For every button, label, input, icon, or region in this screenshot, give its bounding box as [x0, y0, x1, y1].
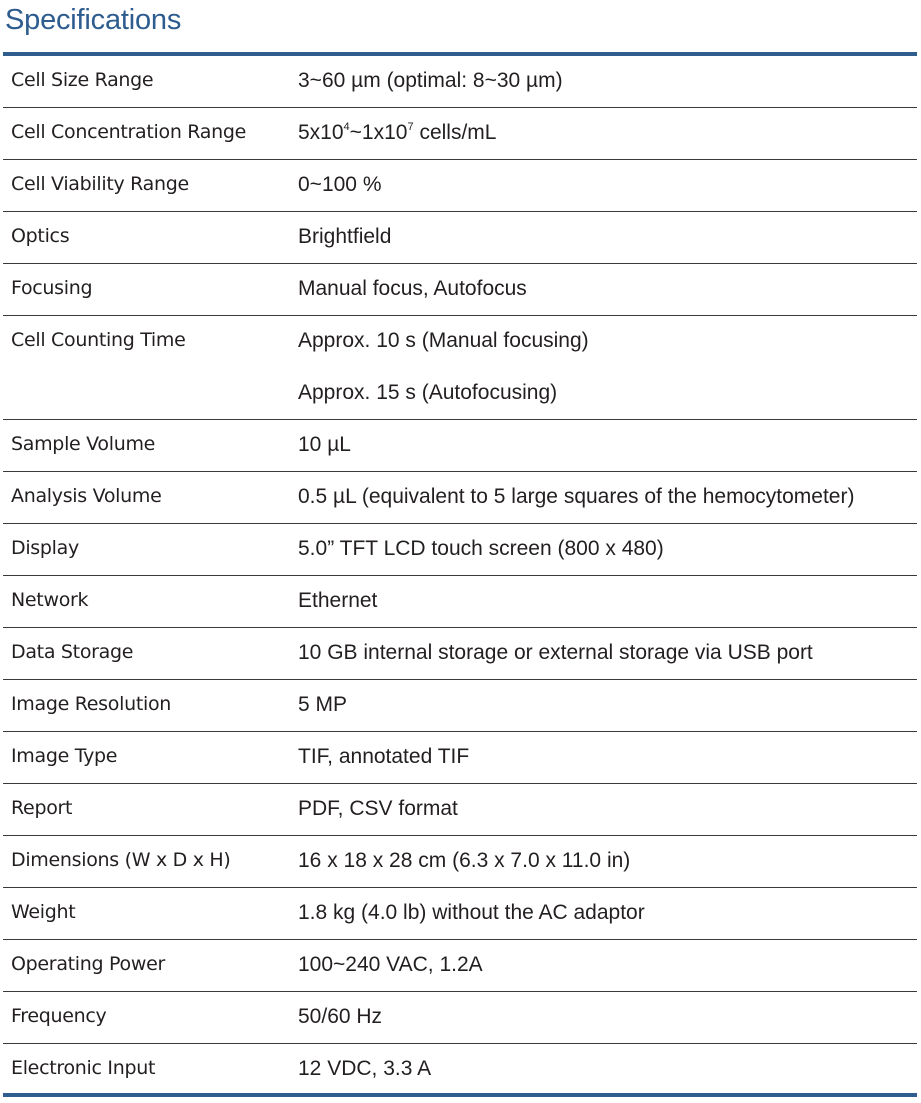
spec-value: 5.0” TFT LCD touch screen (800 x 480)	[298, 537, 664, 560]
bottom-rule	[3, 1093, 917, 1097]
spec-row-cell-size-range	[3, 56, 917, 108]
spec-label: Data Storage	[11, 641, 134, 663]
spec-value: 50/60 Hz	[298, 1005, 383, 1028]
spec-label: Weight	[11, 901, 76, 923]
spec-value: 0~100 %	[298, 173, 382, 196]
spec-value: Approx. 10 s (Manual focusing)	[298, 329, 589, 352]
spec-label: Sample Volume	[11, 433, 156, 455]
spec-value: PDF, CSV format	[298, 797, 458, 820]
spec-value: 100~240 VAC, 1.2A	[298, 953, 483, 976]
spec-value: 10 µL	[298, 433, 351, 456]
spec-row-report	[3, 784, 917, 836]
spec-row-display	[3, 524, 917, 576]
spec-row-cell-viability-range	[3, 160, 917, 212]
spec-value: Ethernet	[298, 589, 378, 612]
spec-label: Analysis Volume	[11, 485, 162, 507]
spec-value-part: cells/mL	[413, 121, 497, 144]
spec-row-analysis-volume	[3, 472, 917, 524]
spec-label: Cell Concentration Range	[11, 121, 247, 143]
spec-label: Focusing	[11, 277, 93, 299]
spec-value: TIF, annotated TIF	[298, 745, 470, 768]
spec-row-focusing	[3, 264, 917, 316]
spec-label: Frequency	[11, 1005, 107, 1027]
spec-row-image-type	[3, 732, 917, 784]
spec-value: Manual focus, Autofocus	[298, 277, 527, 300]
spec-label: Network	[11, 589, 89, 611]
spec-value: Brightfield	[298, 225, 392, 248]
spec-row-sample-volume	[3, 420, 917, 472]
spec-value: 16 x 18 x 28 cm (6.3 x 7.0 x 11.0 in)	[298, 849, 631, 872]
spec-label: Cell Size Range	[11, 69, 154, 91]
spec-row-network	[3, 576, 917, 628]
spec-label: Electronic Input	[11, 1057, 156, 1079]
spec-value	[298, 121, 496, 145]
spec-value: 5 MP	[298, 693, 348, 716]
spec-label: Cell Viability Range	[11, 173, 189, 195]
spec-label: Image Resolution	[11, 693, 172, 715]
spec-row-optics	[3, 212, 917, 264]
spec-value-part: 5x10	[298, 121, 344, 144]
spec-value: 10 GB internal storage or external storage via USB port	[298, 641, 813, 664]
spec-row-image-resolution	[3, 680, 917, 732]
spec-row-data-storage	[3, 628, 917, 680]
spec-label: Operating Power	[11, 953, 165, 975]
spec-row-operating-power	[3, 940, 917, 992]
spec-label: Image Type	[11, 745, 118, 767]
spec-value-exponent: 4	[343, 121, 350, 133]
spec-row-dimensions	[3, 836, 917, 888]
page-title: Specifications	[5, 4, 182, 36]
specifications-table	[3, 56, 917, 1094]
spec-label: Optics	[11, 225, 70, 247]
spec-row-electronic-input	[3, 1044, 917, 1094]
spec-label: Dimensions (W x D x H)	[11, 849, 231, 871]
spec-row-frequency	[3, 992, 917, 1044]
spec-row-weight	[3, 888, 917, 940]
spec-row-cell-concentration-range	[3, 108, 917, 160]
spec-value: 1.8 kg (4.0 lb) without the AC adaptor	[298, 901, 645, 924]
spec-label: Display	[11, 537, 79, 559]
spec-value: 3~60 µm (optimal: 8~30 µm)	[298, 69, 563, 92]
spec-row-cell-counting-time	[3, 316, 917, 420]
spec-value: 12 VDC, 3.3 A	[298, 1057, 432, 1080]
spec-value-part: ~1x10	[349, 121, 408, 144]
spec-label: Report	[11, 797, 73, 819]
spec-value-exponent: 7	[407, 121, 414, 133]
spec-value: 0.5 µL (equivalent to 5 large squares of the hemocytometer)	[298, 485, 855, 508]
spec-label: Cell Counting Time	[11, 329, 186, 351]
spec-value-second: Approx. 15 s (Autofocusing)	[298, 381, 558, 404]
